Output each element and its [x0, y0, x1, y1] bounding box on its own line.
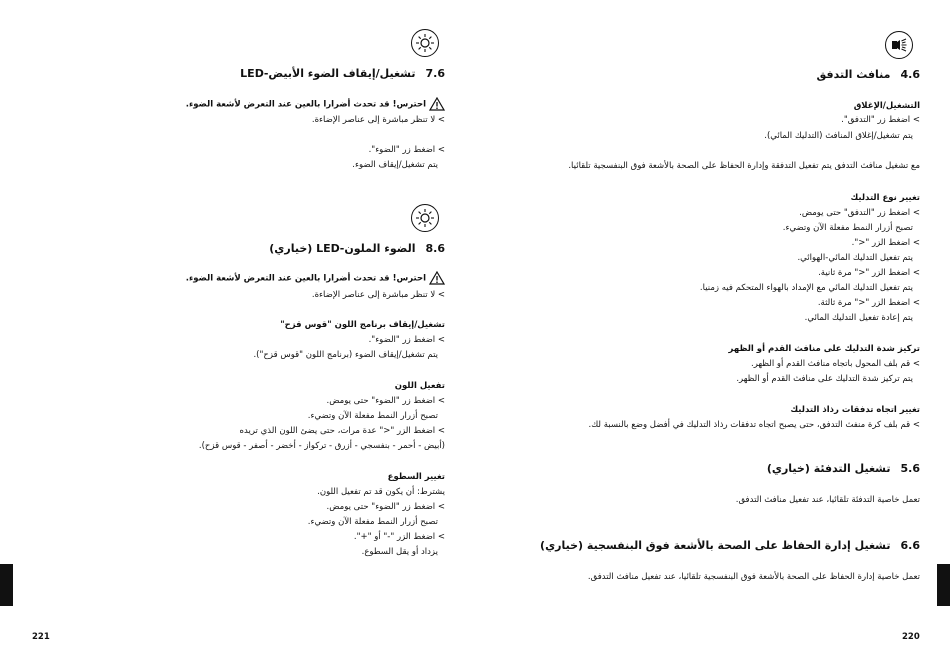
warning-8-6: احترس! قد تحدث أضرارا بالعين عند التعرض لأشعة الضوء. [186, 271, 445, 285]
section-4-6-heading: 4.6منافث التدفق [816, 68, 920, 81]
light-icon [411, 29, 439, 57]
text-line: تصبح أزرار النمط مفعلة الآن وتضيء. [307, 411, 438, 421]
text-line: يتم تشغيل/إيقاف الضوء (برنامج اللون "قوس قزح"). [253, 350, 438, 360]
warning-icon [429, 97, 445, 111]
subheading: تغيير نوع التدليك [850, 193, 920, 203]
subheading: تركيز شدة التدليك على منافث القدم أو الظهر [728, 344, 920, 354]
text-line: > قم بلف المحول باتجاه منافث القدم أو الظهر. [751, 359, 920, 369]
text-line: يتم تركيز شدة التدليك على منافث القدم أو الظهر. [736, 374, 913, 384]
text-line: يشترط: أن يكون قد تم تفعيل اللون. [317, 487, 445, 497]
light-icon [411, 204, 439, 232]
text-line: تصبح أزرار النمط مفعلة الآن وتضيء. [307, 517, 438, 527]
text-line: تصبح أزرار النمط مفعلة الآن وتضيء. [782, 223, 913, 233]
text-line: (أبيض - أحمر - بنفسجي - أزرق - تركواز - أخضر - أصفر - قوس قزح). [198, 441, 445, 451]
section-7-6-heading: 7.6تشغيل/إيقاف الضوء الأبيض-LED [240, 67, 445, 80]
page-number: 220 [902, 632, 920, 642]
text-line: > اضغط الزر "-" أو "+". [353, 532, 445, 542]
warning-7-6: احترس! قد تحدث أضرارا بالعين عند التعرض لأشعة الضوء. [186, 97, 445, 111]
text-line: تعمل خاصية إدارة الحفاظ على الصحة بالأشعة فوق البنفسجية تلقائيا، عند تفعيل منافث التدفق. [587, 572, 920, 582]
text-line: يتم تشغيل/إيقاف الضوء. [352, 160, 438, 170]
section-5-6-heading: 5.6تشغيل التدفئة (خياري) [766, 462, 920, 475]
text-line: > اضغط زر "الضوء". [368, 145, 445, 155]
section-6-6-heading: 6.6تشغيل إدارة الحفاظ على الصحة بالأشعة فوق البنفسجية (خياري) [540, 539, 920, 552]
subheading: تشغيل/إيقاف برنامج اللون "قوس قزح" [280, 320, 445, 330]
section-8-6-heading: 8.6الضوء الملون-LED (خياري) [269, 242, 445, 255]
text-line: > اضغط الزر "<". [851, 238, 920, 248]
text-line: تعمل خاصية التدفئة تلقائيا، عند تفعيل منافث التدفق. [735, 495, 920, 505]
subheading: تغيير اتجاه تدفقات رذاذ التدليك [790, 405, 920, 415]
text-line: > اضغط زر "التدفق" حتى يومض. [799, 208, 920, 218]
text-line: مع تشغيل منافث التدفق يتم تفعيل التدفقة وإدارة الحفاظ على الصحة بالأشعة فوق البنفسجية تلقائيا. [568, 161, 920, 171]
text-line: يتم إعادة تفعيل التدليك المائي. [804, 313, 913, 323]
text-line: يتم تفعيل التدليك المائي-الهوائي. [797, 253, 913, 263]
text-line: > اضغط الزر "<" مرة ثانية. [818, 268, 920, 278]
text-line: يزداد أو يقل السطوع. [361, 547, 438, 557]
text-line: > اضغط الزر "<" عدة مرات، حتى يضئ اللون الذي تريده [239, 426, 445, 436]
page-edge-tab [0, 564, 13, 606]
jet-icon [885, 31, 913, 59]
text-line: > اضغط زر "الضوء" حتى يومض. [326, 396, 445, 406]
subheading: التشغيل/الإغلاق [853, 101, 920, 111]
text-line: > اضغط زر "التدفق". [841, 115, 920, 125]
page-number: 221 [32, 632, 50, 642]
text-line: > اضغط زر "الضوء". [368, 335, 445, 345]
subheading: تفعيل اللون [394, 381, 445, 391]
text-line: > لا تنظر مباشرة إلى عناصر الإضاءة. [311, 290, 445, 300]
text-line: > اضغط زر "الضوء" حتى يومض. [326, 502, 445, 512]
subheading: تغيير السطوع [387, 472, 445, 482]
text-line: يتم تفعيل التدليك المائي مع الإمداد بالهواء المتحكم فيه زمنيا. [699, 283, 913, 293]
text-line: يتم تشغيل/إغلاق المنافث (التدليك المائي). [764, 131, 913, 141]
warning-icon [429, 271, 445, 285]
page-edge-tab [937, 564, 950, 606]
text-line: > اضغط الزر "<" مرة ثالثة. [817, 298, 920, 308]
text-line: > لا تنظر مباشرة إلى عناصر الإضاءة. [311, 115, 445, 125]
text-line: > قم بلف كرة منفث التدفق، حتى يصبح اتجاه تدفقات رذاذ التدليك في أفضل وضع بالنسبة لك. [588, 420, 920, 430]
page-220 [475, 0, 950, 672]
